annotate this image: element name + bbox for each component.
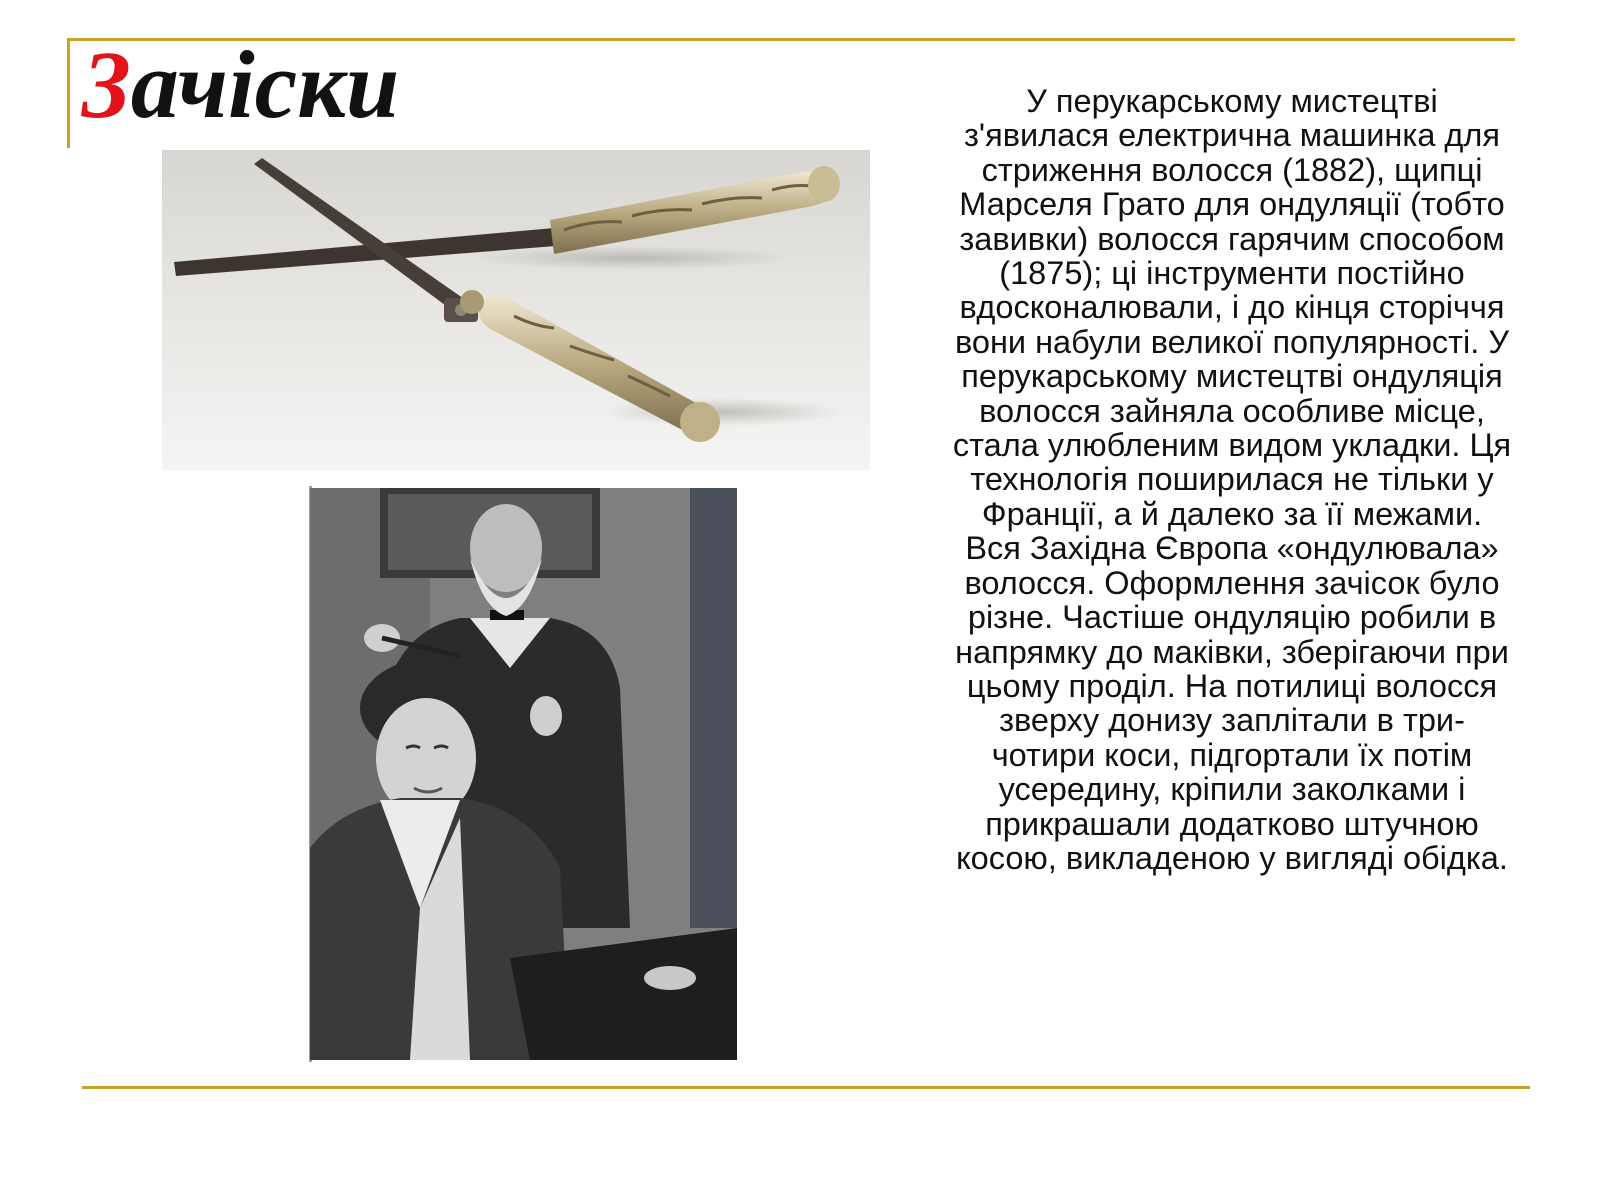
body-line: У перукарському мистецтві <box>1026 83 1438 119</box>
body-line: технологія поширилася не тільки у <box>970 461 1494 498</box>
frame-left-rule <box>67 38 70 148</box>
body-line: напрямку до маківки, зберігаючи при <box>955 633 1509 670</box>
body-line: косою, викладеною у вигляді обідка. <box>956 839 1508 876</box>
body-line: прикрашали додатково штучною <box>985 805 1479 842</box>
curling-tongs-illustration <box>162 150 870 470</box>
body-line: Марселя Грато для ондуляції (тобто <box>959 186 1505 223</box>
title-rest: ачіски <box>130 31 400 138</box>
body-line: Вся Західна Європа «ондулювала» <box>965 530 1499 567</box>
title-first-letter: З <box>82 31 131 138</box>
slide-title <box>82 30 399 140</box>
body-line: зверху донизу заплітали в три- <box>999 702 1465 739</box>
curling-tongs-photo <box>162 150 870 470</box>
body-line: усередину, кріпили заколками і <box>998 771 1466 808</box>
body-line: вони набули великої популярності. У <box>955 323 1509 360</box>
hairdresser-vintage-photo <box>310 488 737 1060</box>
body-line: стриження волосся (1882), щипці <box>981 151 1483 188</box>
body-line: волосся зайняла особливе місце, <box>979 392 1485 429</box>
body-line: чотири коси, підгортали їх потім <box>991 736 1473 773</box>
body-line: перукарському мистецтві ондуляція <box>961 358 1503 395</box>
body-line: завивки) волосся гарячим способом <box>959 220 1505 257</box>
body-line: вдосконалювали, і до кінця сторіччя <box>959 289 1505 326</box>
body-line: різне. Частіше ондуляцію робили в <box>967 599 1497 636</box>
body-line: з'явилася електрична машинка для <box>964 117 1500 154</box>
body-line: цьому проділ. На потилиці волосся <box>966 667 1498 704</box>
body-line: Франції, а й далеко за її межами. <box>981 495 1483 532</box>
body-line: волосся. Оформлення зачісок було <box>964 564 1500 601</box>
body-line: (1875); ці інструменти постійно <box>999 255 1465 292</box>
vintage-portrait-illustration <box>310 488 737 1060</box>
body-line: стала улюбленим видом укладки. Ця <box>952 427 1512 464</box>
frame-bottom-rule <box>82 1086 1530 1089</box>
slide-body-text <box>912 84 1552 875</box>
